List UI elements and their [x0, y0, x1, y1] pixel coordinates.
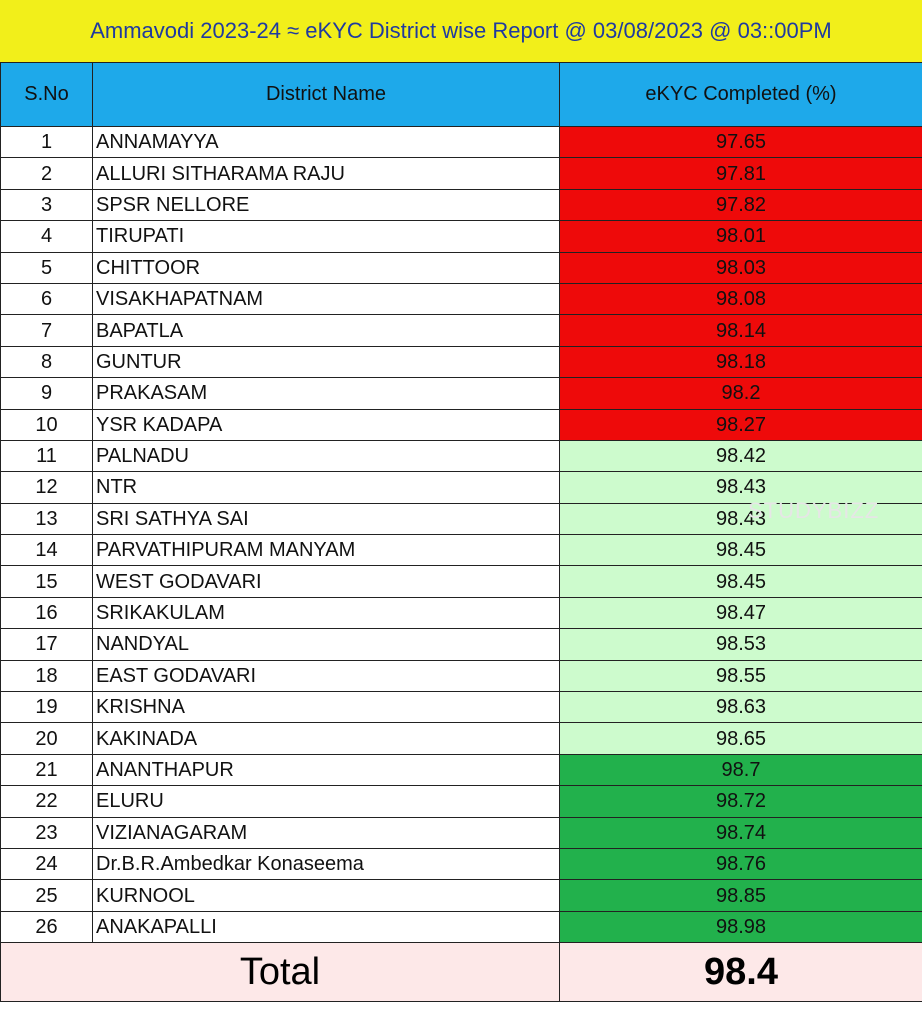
- sno-cell: 14: [1, 535, 93, 566]
- district-cell: PARVATHIPURAM MANYAM: [93, 535, 560, 566]
- sno-cell: 18: [1, 660, 93, 691]
- sno-cell: 22: [1, 786, 93, 817]
- sno-cell: 15: [1, 566, 93, 597]
- sno-cell: 5: [1, 252, 93, 283]
- table-row: [1, 754, 922, 785]
- ekyc-value-cell: 98.27: [560, 409, 922, 440]
- district-cell: KRISHNA: [93, 692, 560, 723]
- sno-cell: 9: [1, 378, 93, 409]
- district-cell: VISAKHAPATNAM: [93, 283, 560, 314]
- table-row: [1, 535, 922, 566]
- watermark: STUDYBIZZ: [748, 498, 880, 523]
- table-row: [1, 848, 922, 879]
- table-row: [1, 346, 922, 377]
- ekyc-value-cell: 98.47: [560, 597, 922, 628]
- sno-cell: 20: [1, 723, 93, 754]
- ekyc-value-cell: 98.43: [560, 503, 922, 534]
- table-row: [1, 189, 922, 220]
- table-row: [1, 158, 922, 189]
- sno-cell: 7: [1, 315, 93, 346]
- table-row: [1, 629, 922, 660]
- district-cell: ANANTHAPUR: [93, 754, 560, 785]
- district-cell: SRI SATHYA SAI: [93, 503, 560, 534]
- table-row: [1, 503, 922, 534]
- table-row: [1, 597, 922, 628]
- district-cell: PALNADU: [93, 440, 560, 471]
- district-cell: ANNAMAYYA: [93, 127, 560, 158]
- sno-cell: 6: [1, 283, 93, 314]
- ekyc-value-cell: 98.55: [560, 660, 922, 691]
- ekyc-value-cell: 98.65: [560, 723, 922, 754]
- district-cell: YSR KADAPA: [93, 409, 560, 440]
- table-row: [1, 660, 922, 691]
- district-cell: ALLURI SITHARAMA RAJU: [93, 158, 560, 189]
- table-header-row: [1, 63, 922, 127]
- district-cell: PRAKASAM: [93, 378, 560, 409]
- table-row: [1, 911, 922, 942]
- sno-cell: 2: [1, 158, 93, 189]
- ekyc-value-cell: 97.82: [560, 189, 922, 220]
- table-row: [1, 252, 922, 283]
- ekyc-value-cell: 98.72: [560, 786, 922, 817]
- ekyc-value-cell: 98.42: [560, 440, 922, 471]
- header-sno: S.No: [1, 63, 93, 127]
- table-row: [1, 127, 922, 158]
- ekyc-value-cell: 98.45: [560, 566, 922, 597]
- ekyc-value-cell: 98.03: [560, 252, 922, 283]
- district-cell: NTR: [93, 472, 560, 503]
- table-row: [1, 566, 922, 597]
- sno-cell: 24: [1, 848, 93, 879]
- district-cell: ELURU: [93, 786, 560, 817]
- table-row: [1, 315, 922, 346]
- ekyc-value-cell: 98.08: [560, 283, 922, 314]
- sno-cell: 21: [1, 754, 93, 785]
- district-cell: Dr.B.R.Ambedkar Konaseema: [93, 848, 560, 879]
- ekyc-value-cell: 98.85: [560, 880, 922, 911]
- ekyc-value-cell: 98.14: [560, 315, 922, 346]
- table-row: [1, 692, 922, 723]
- table-row: [1, 786, 922, 817]
- ekyc-value-cell: 98.45: [560, 535, 922, 566]
- sno-cell: 1: [1, 127, 93, 158]
- table-body: [1, 127, 922, 943]
- sno-cell: 25: [1, 880, 93, 911]
- sno-cell: 12: [1, 472, 93, 503]
- district-cell: KAKINADA: [93, 723, 560, 754]
- district-cell: WEST GODAVARI: [93, 566, 560, 597]
- ekyc-value-cell: 98.53: [560, 629, 922, 660]
- ekyc-value-cell: 98.7: [560, 754, 922, 785]
- district-cell: GUNTUR: [93, 346, 560, 377]
- table-row: [1, 409, 922, 440]
- report-title-text: Ammavodi 2023-24 ≈ eKYC District wise Report @ 03/08/2023 @ 03::00PM: [90, 18, 832, 43]
- total-value: 98.4: [560, 943, 922, 1002]
- ekyc-value-cell: 98.98: [560, 911, 922, 942]
- sno-cell: 17: [1, 629, 93, 660]
- ekyc-value-cell: 98.76: [560, 848, 922, 879]
- ekyc-value-cell: 98.01: [560, 221, 922, 252]
- district-cell: TIRUPATI: [93, 221, 560, 252]
- table-row: [1, 378, 922, 409]
- ekyc-value-cell: 98.43: [560, 472, 922, 503]
- total-label: Total: [1, 943, 560, 1002]
- district-cell: ANAKAPALLI: [93, 911, 560, 942]
- table-row: [1, 723, 922, 754]
- sno-cell: 4: [1, 221, 93, 252]
- sno-cell: 3: [1, 189, 93, 220]
- sno-cell: 8: [1, 346, 93, 377]
- district-cell: BAPATLA: [93, 315, 560, 346]
- table-row: [1, 880, 922, 911]
- ekyc-value-cell: 98.18: [560, 346, 922, 377]
- district-cell: SPSR NELLORE: [93, 189, 560, 220]
- sno-cell: 19: [1, 692, 93, 723]
- table-row: [1, 221, 922, 252]
- district-cell: SRIKAKULAM: [93, 597, 560, 628]
- district-cell: NANDYAL: [93, 629, 560, 660]
- ekyc-value-cell: 98.63: [560, 692, 922, 723]
- table-row: [1, 283, 922, 314]
- table-row: [1, 440, 922, 471]
- total-row: [1, 943, 922, 1002]
- district-cell: EAST GODAVARI: [93, 660, 560, 691]
- district-cell: KURNOOL: [93, 880, 560, 911]
- report-title: [0, 0, 922, 62]
- sno-cell: 23: [1, 817, 93, 848]
- table-row: [1, 472, 922, 503]
- table-row: [1, 817, 922, 848]
- sno-cell: 16: [1, 597, 93, 628]
- district-cell: CHITTOOR: [93, 252, 560, 283]
- sno-cell: 11: [1, 440, 93, 471]
- ekyc-value-cell: 98.2: [560, 378, 922, 409]
- ekyc-value-cell: 97.65: [560, 127, 922, 158]
- district-report-table: [0, 62, 922, 1002]
- district-cell: VIZIANAGARAM: [93, 817, 560, 848]
- sno-cell: 13: [1, 503, 93, 534]
- header-district: District Name: [93, 63, 560, 127]
- header-ekyc: eKYC Completed (%): [560, 63, 922, 127]
- sno-cell: 10: [1, 409, 93, 440]
- ekyc-value-cell: 98.74: [560, 817, 922, 848]
- sno-cell: 26: [1, 911, 93, 942]
- ekyc-value-cell: 97.81: [560, 158, 922, 189]
